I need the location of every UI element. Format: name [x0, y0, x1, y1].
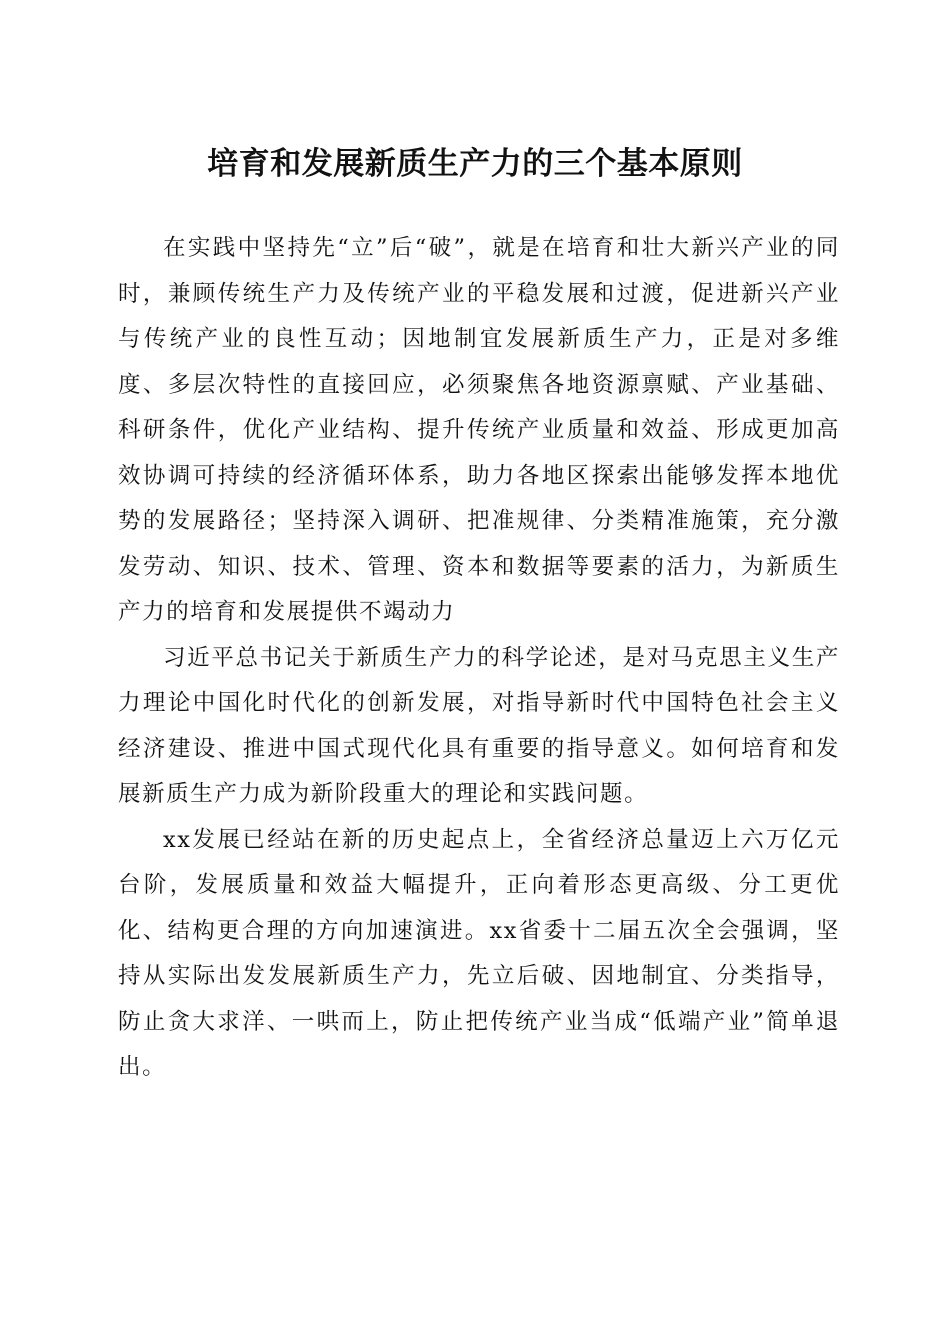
document-body	[118, 226, 840, 1091]
paragraph-2: 习近平总书记关于新质生产力的科学论述，是对马克思主义生产力理论中国化时代化的创新发展，对指导新时代中国特色社会主义经济建设、推进中国式现代化具有重要的指导意义。如何培育和发展新质生产力成为新阶段重大的理论和实践问题。	[118, 644, 840, 807]
document-title: 培育和发展新质生产力的三个基本原则	[207, 146, 743, 182]
paragraph-3: xx发展已经站在新的历史起点上，全省经济总量迈上六万亿元台阶，发展质量和效益大幅提升，正向着形态更高级、分工更优化、结构更合理的方向加速演进。xx省委十二届五次全会强调，坚持从实际出发发展新质生产力，先立后破、因地制宜、分类指导，防止贪大求洋、一哄而上，防止把传统产业当成“低端产业”简单退出。	[118, 826, 840, 1080]
paragraph-1: 在实践中坚持先“立”后“破”，就是在培育和壮大新兴产业的同时，兼顾传统生产力及传统产业的平稳发展和过渡，促进新兴产业与传统产业的良性互动；因地制宜发展新质生产力，正是对多维度、多层次特性的直接回应，必须聚焦各地资源禀赋、产业基础、科研条件，优化产业结构、提升传统产业质量和效益、形成更加高效协调可持续的经济循环体系，助力各地区探索出能够发挥本地优势的发展路径；坚持深入调研、把准规律、分类精准施策，充分激发劳动、知识、技术、管理、资本和数据等要素的活力，为新质生产力的培育和发展提供不竭动力	[118, 235, 840, 625]
